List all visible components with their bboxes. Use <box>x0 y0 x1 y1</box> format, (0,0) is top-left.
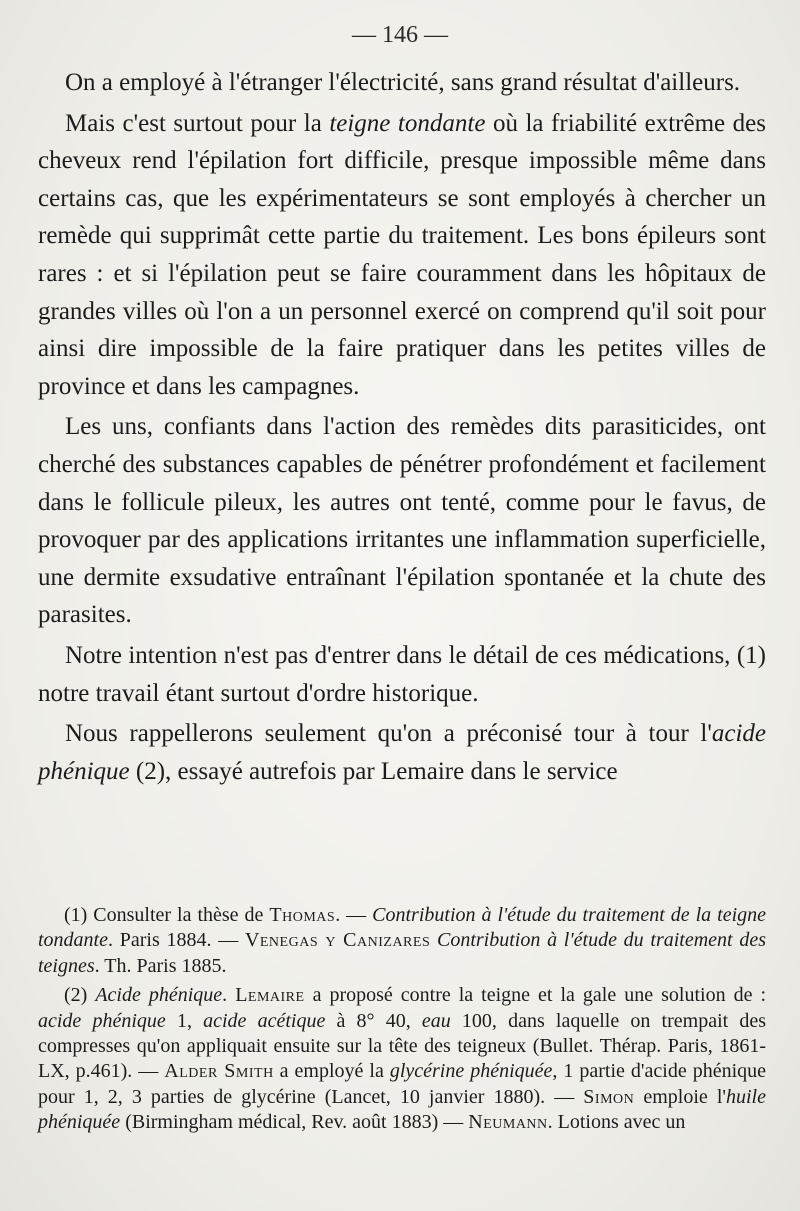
footnote-2 <box>38 983 766 1135</box>
text-run: Mais c'est surtout pour la <box>65 109 330 137</box>
text-run: emploie l' <box>634 1085 726 1108</box>
author-name: Simon <box>583 1085 635 1108</box>
paragraph: Notre intention n'est pas d'entrer dans le détail de ces médications, (1) notre travail étant surtout d'ordre historique. <box>38 641 766 707</box>
term: acide acétique <box>203 1009 326 1032</box>
author-name: Alder Smith <box>164 1060 274 1083</box>
text-run: 100, dans laquelle on trempait des compresses qu'on appliquait ensuite sur la tête des teigneux (Bullet. Thérap. Paris, 1861-LX, p.461). — <box>38 1009 767 1083</box>
text-run: a proposé contre la teigne et la gale une solution de : <box>304 984 767 1007</box>
text-run: . Lotions avec un <box>547 1111 686 1134</box>
author-name: Neumann <box>468 1111 548 1134</box>
text-run: (1) Consulter la thèse de <box>64 904 270 926</box>
term: eau <box>421 1009 451 1032</box>
paragraph: Les uns, confiants dans l'action des remèdes dits parasiticides, ont cherché des substances capables de pénétrer profondément et facilement dans le follicule pileux, les autres ont tenté, comme pour le favus, de provoquer par des applications irritantes une inflammation superficielle, une dermite exsudative entraînant l'épilation spontanée et la chute des parasites. <box>38 413 766 629</box>
work-title: Contribution à l'étude du traitement des teignes <box>38 929 767 977</box>
emphasis: teigne tondante <box>329 109 486 137</box>
text-run: (2), essayé autrefois par Lemaire dans le service <box>129 757 618 785</box>
paragraph: On a employé à l'étranger l'électricité, sans grand résultat d'ailleurs. <box>65 69 741 96</box>
text-run: . — <box>335 904 373 926</box>
page-number: — 146 — <box>352 22 448 48</box>
text-run: a employé la <box>273 1060 390 1083</box>
footnotes <box>38 903 766 1136</box>
text-run: . <box>222 984 236 1007</box>
text-run <box>430 929 437 951</box>
emphasis: acide phénique <box>38 720 766 785</box>
author-name: Venegas y Canizares <box>244 929 431 952</box>
term: huile phéniquée <box>38 1085 766 1134</box>
footnote-1 <box>38 903 766 979</box>
text-run: , 1 partie d'acide phénique pour 1, 2, 3 parties de glycérine (Lancet, 10 janvier 1880). — <box>38 1060 767 1108</box>
term: acide phénique <box>38 1009 166 1032</box>
author-name: Lemaire <box>235 984 305 1007</box>
work-title: Contribution à l'étude du traitement de la teigne tondante <box>38 904 767 952</box>
text-run: (Birmingham médical, Rev. août 1883) — <box>120 1111 469 1134</box>
author-name: Thomas <box>269 904 336 926</box>
text-run: où la friabilité extrême des cheveux rend l'épilation fort difficile, presque impossible même dans certains cas, que les expérimentateurs se sont employés à chercher un remède qui supprimât cette partie du traitement. Les bons épileurs sont rares : et si l'épilation peut se faire couramment dans les hôpitaux de grandes villes où l'on a un personnel exercé on comprend qu'il soit pour ainsi dire impossible de la faire pratiquer dans les petites villes de province et dans les campagnes. <box>38 109 766 400</box>
text-run: . Th. Paris 1885. <box>94 954 227 977</box>
text-run: (2) <box>64 984 96 1007</box>
paragraph <box>38 105 766 406</box>
text-run: 1, <box>165 1009 204 1032</box>
term: glycérine phéniquée <box>389 1060 553 1083</box>
term: Acide phénique <box>95 984 223 1007</box>
text-run: à 8° 40, <box>325 1009 422 1032</box>
paragraph <box>38 715 766 790</box>
text-run: Nous rappellerons seulement qu'on a préconisé tour à tour l' <box>65 720 712 748</box>
text-run: . Paris 1884. — <box>108 929 245 952</box>
main-text <box>38 64 766 790</box>
